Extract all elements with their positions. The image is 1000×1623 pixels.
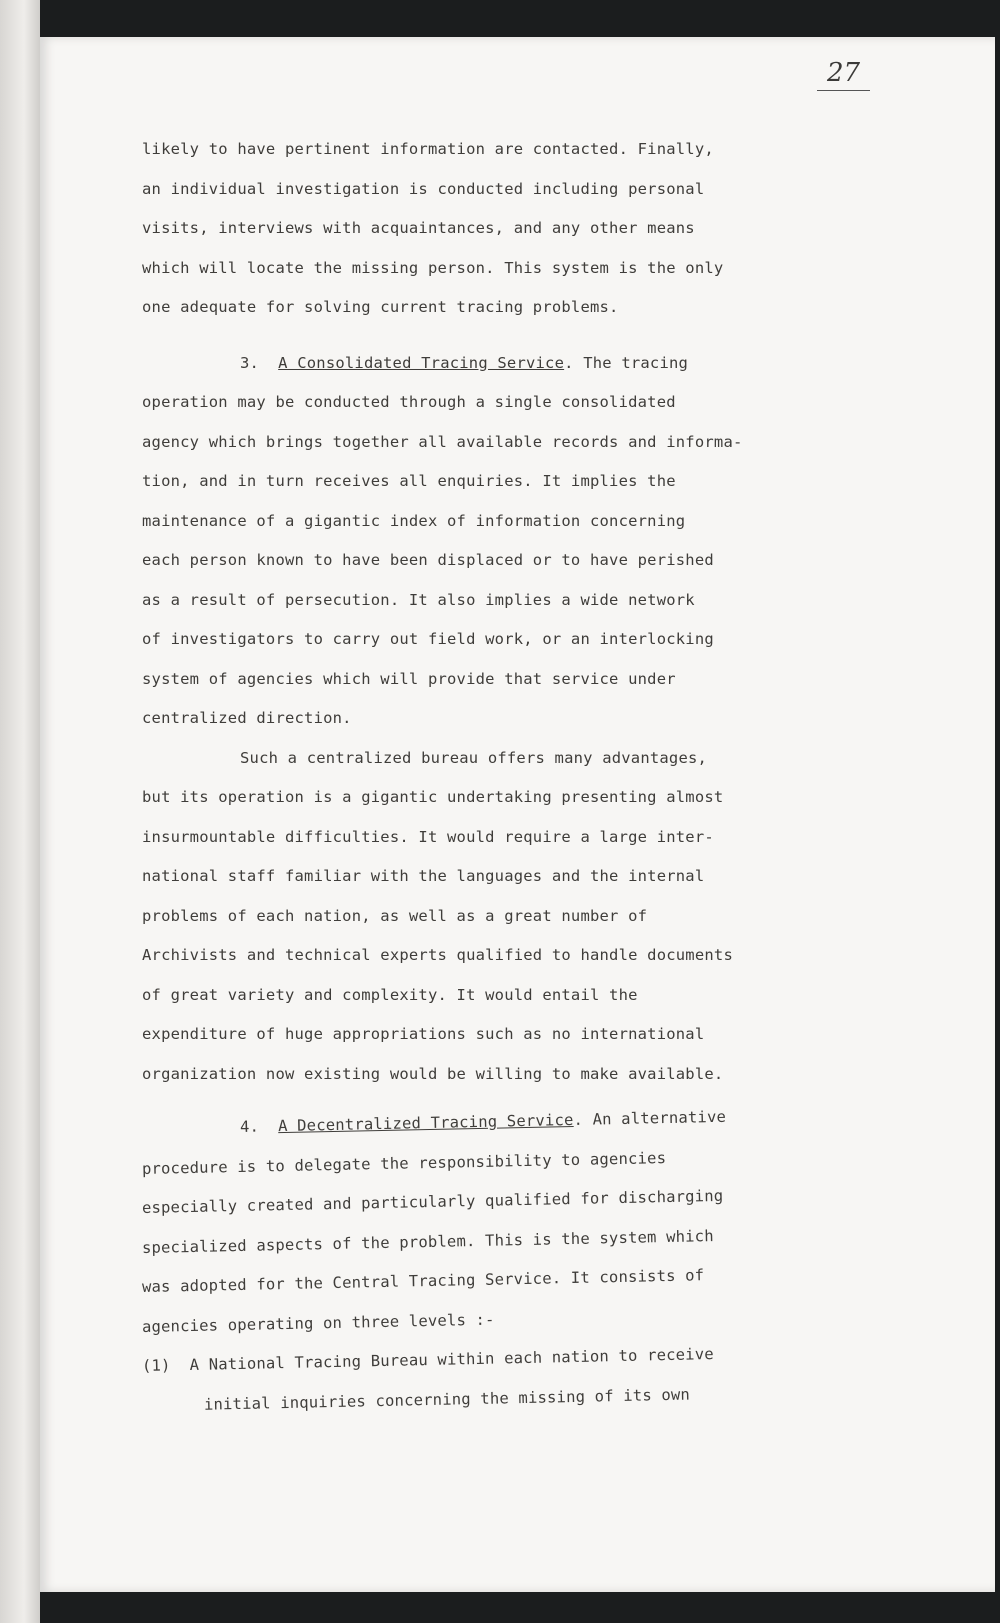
text-line: expenditure of huge appropriations such as no international <box>142 1025 705 1043</box>
text-line: each person known to have been displaced or to have perished <box>142 551 714 569</box>
text-line: initial inquiries concerning the missing of its own <box>203 1385 691 1414</box>
page-number: 27 <box>817 58 870 91</box>
section-3-heading: A Consolidated Tracing Service <box>278 353 565 372</box>
text-line: centralized direction. <box>142 709 352 727</box>
text-line: but its operation is a gigantic undertaking presenting almost <box>142 788 724 806</box>
text-line: insurmountable difficulties. It would require a large inter- <box>142 827 714 846</box>
section-3-lead: . The tracing <box>564 353 689 372</box>
text-line: organization now existing would be willing to make available. <box>142 1064 724 1083</box>
section-3-heading-line <box>142 344 782 384</box>
text-line: Archivists and technical experts qualified to handle documents <box>142 946 733 964</box>
section-4-heading: A Decentralized Tracing Service <box>277 1110 574 1136</box>
body-text <box>142 130 782 1426</box>
text-line: agencies operating on three levels :- <box>141 1310 495 1336</box>
text-line: agency which brings together all available records and informa- <box>142 432 743 451</box>
list-item-text: A National Tracing Bureau within each nation to receive <box>189 1345 714 1374</box>
text-line: one adequate for solving current tracing problems. <box>142 298 619 316</box>
text-line: tion, and in turn receives all enquiries. It implies the <box>142 472 676 490</box>
text-line: procedure is to delegate the responsibility to agencies <box>141 1148 667 1178</box>
section-3-number: 3. <box>240 353 260 372</box>
text-line: system of agencies which will provide that service under <box>142 669 676 688</box>
section-4-lead: . An alternative <box>573 1107 727 1129</box>
text-line: which will locate the missing person. This system is the only <box>142 258 724 277</box>
previous-page-edge <box>0 0 40 1623</box>
text-line: Such a centralized bureau offers many advantages, <box>240 748 708 767</box>
text-line: as a result of persecution. It also implies a wide network <box>142 590 695 609</box>
text-line: was adopted for the Central Tracing Service. It consists of <box>141 1266 705 1296</box>
text-line: operation may be conducted through a single consolidated <box>142 393 676 411</box>
text-line: likely to have pertinent information are contacted. Finally, <box>142 140 714 158</box>
section-4-number: 4. <box>239 1117 260 1136</box>
text-line: an individual investigation is conducted including personal <box>142 179 705 198</box>
list-item-marker: (1) <box>141 1356 171 1375</box>
text-line: national staff familiar with the languages and the internal <box>142 867 705 885</box>
text-line: specialized aspects of the problem. This is the system which <box>141 1226 714 1257</box>
text-line: visits, interviews with acquaintances, and any other means <box>142 219 695 237</box>
text-line: of investigators to carry out field work, or an interlocking <box>142 630 714 648</box>
text-line: maintenance of a gigantic index of information concerning <box>142 511 686 530</box>
text-line: of great variety and complexity. It would entail the <box>142 985 638 1004</box>
text-line: problems of each nation, as well as a great number of <box>142 906 648 925</box>
text-line: especially created and particularly qualified for discharging <box>141 1186 724 1217</box>
